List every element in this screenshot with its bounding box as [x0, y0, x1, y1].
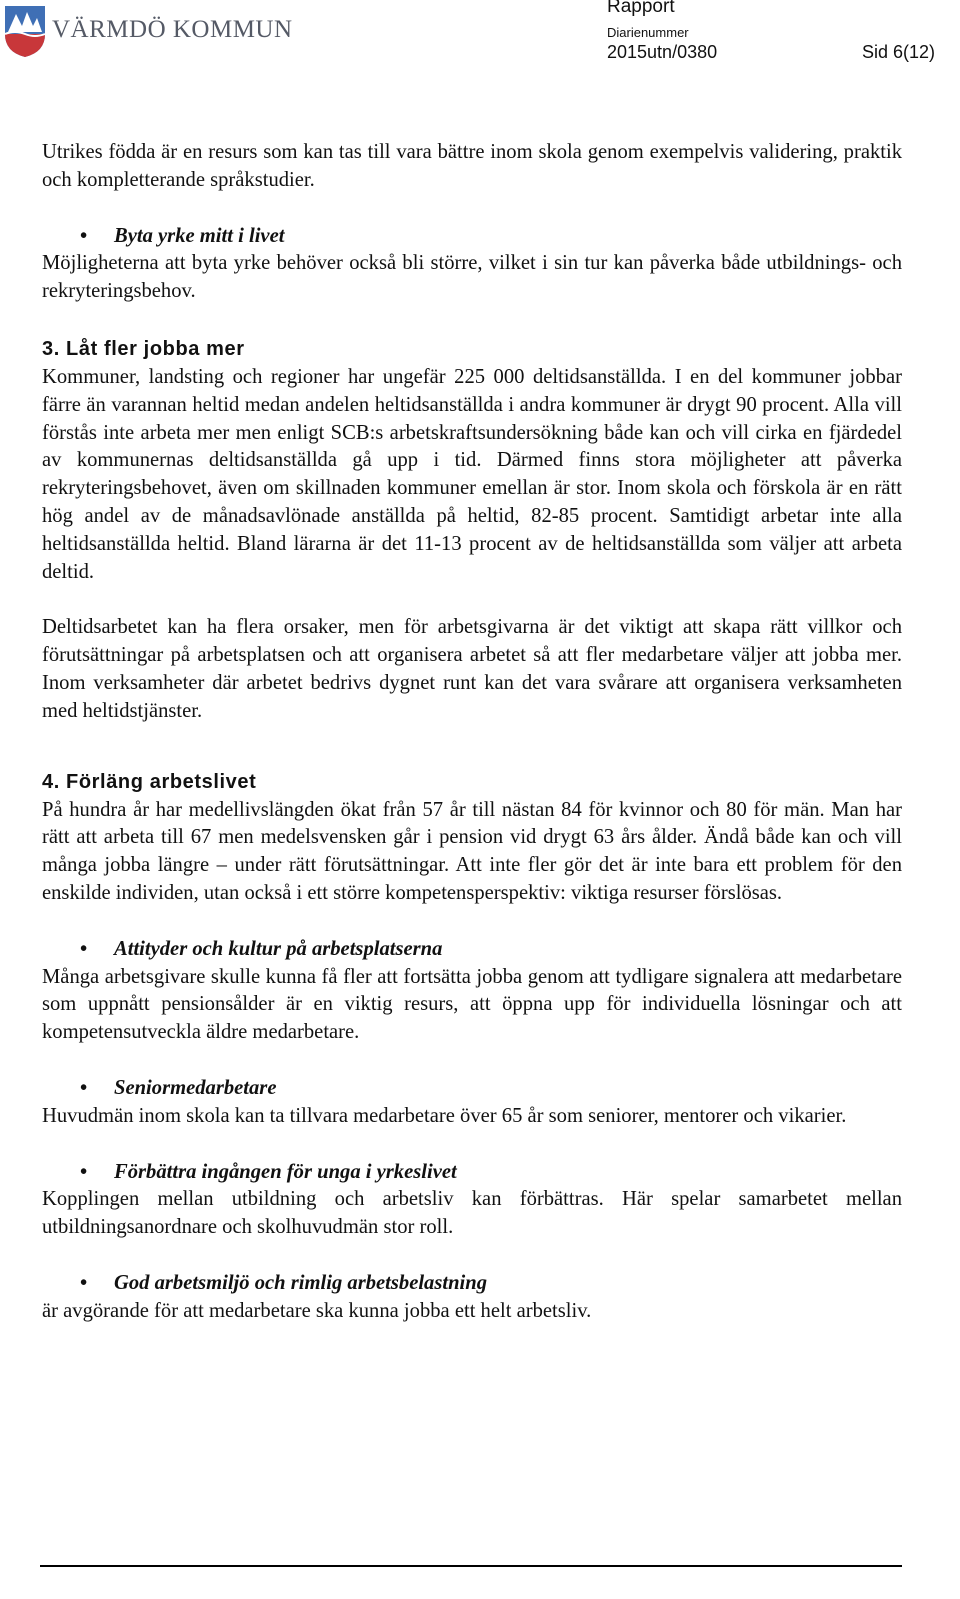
page-number: Sid 6(12) — [862, 42, 936, 62]
section-3-heading: 3. Låt fler jobba mer — [42, 337, 245, 360]
coat-of-arms-icon — [2, 4, 48, 58]
bullet-byta-yrke — [42, 223, 902, 306]
section-3-paragraph-2: Deltidsarbetet kan ha flera orsaker, men för arbetsgivarna är det viktigt att skapa rätt villkor och förutsättningar på arbetsplatsen och att organisera arbetet så att fler medarbetare väljer att jobba mer. Inom verksamheter där arbetet bedrivs dygnet runt kan det vara svårare att organisera verksamheten med heltidstjänster. — [42, 616, 902, 722]
bullet-icon: • — [80, 1160, 88, 1183]
bullet-title: God arbetsmiljö och rimlig arbetsbelastning — [114, 1271, 488, 1294]
bullet-seniormedarbetare — [42, 1075, 902, 1131]
logo-wordmark: VÄRMDÖ KOMMUN — [52, 16, 293, 43]
bullet-icon: • — [80, 1271, 88, 1294]
bullet-icon: • — [80, 937, 88, 960]
bullet-title: Seniormedarbetare — [114, 1076, 277, 1099]
bullet-forbattra-ingangen — [42, 1159, 902, 1242]
diarienummer-label: Diarienummer — [607, 25, 689, 40]
bullet-title: Attityder och kultur på arbetsplatserna — [114, 937, 443, 960]
bullet-attityder — [42, 936, 902, 1047]
bullet-icon: • — [80, 224, 88, 247]
bullet-title: Förbättra ingången för unga i yrkeslivet — [114, 1160, 457, 1183]
diarienummer-value: 2015utn/0380 — [607, 42, 718, 62]
footer-rule — [40, 1565, 902, 1567]
bullet-text: Möjligheterna att byta yrke behöver också bli större, vilket i sin tur kan påverka både utbildnings- och rekryteringsbehov. — [42, 252, 902, 303]
bullet-text: Många arbetsgivare skulle kunna få fler att fortsätta jobba genom att tydligare signalera att medarbetare som uppnått pensionsålder är en viktig resurs, att öppna upp för individuella lösningar och att kompetensutveckla äldre medarbetare. — [42, 965, 902, 1044]
section-4-paragraph-1: På hundra år har medellivslängden ökat från 57 år till nästan 84 för kvinnor och 80 för män. Man har rätt att arbeta till 67 men medelsvensken går i pension vid drygt 63 års ålder. Ändå både kan och vill många jobba längre – under rätt förutsättningar. Att inte fler gör det är inte bara ett problem för den enskilde individen, utan också i ett större kompetensperspektiv: viktiga resurser förslösas. — [42, 798, 902, 904]
bullet-text: är avgörande för att medarbetare ska kunna jobba ett helt arbetsliv. — [42, 1299, 592, 1322]
bullet-text: Kopplingen mellan utbildning och arbetsliv kan förbättras. Här spelar samarbetet mellan utbildningsanordnare och skolhuvudmän stor roll. — [42, 1188, 902, 1239]
document-type: Rapport — [607, 0, 675, 17]
bullet-god-arbetsmiljo — [42, 1270, 902, 1326]
bullet-title: Byta yrke mitt i livet — [114, 224, 285, 247]
section-3-paragraph-1: Kommuner, landsting och regioner har ungefär 225 000 deltidsanställda. I en del kommuner jobbar färre än varannan heltid medan andelen heltidsanställda i andra kommuner är drygt 90 procent. Alla vill förstås inte arbeta mer men enligt SCB:s arbetskraftsundersökning både kan och vill cirka en fjärdedel av kommunernas deltidsanställda gå upp i tid. Därmed finns stora möjligheter att påverka rekryteringsbehovet, även om skillnaden kommuner emellan är stor. Inom skola och förskola är en rätt hög andel av de månadsavlönade anställda på heltid, 82-85 procent. Samtidigt arbetar inte alla heltidsanställda heltid. Bland lärarna är det 11-13 procent av de heltidsanställda som väljer att arbeta deltid. — [42, 365, 902, 583]
intro-paragraph: Utrikes födda är en resurs som kan tas till vara bättre inom skola genom exempelvis validering, praktik och kompletterande språkstudier. — [42, 141, 902, 191]
municipality-logo — [2, 4, 302, 58]
section-4-heading: 4. Förläng arbetslivet — [42, 770, 257, 793]
bullet-text: Huvudmän inom skola kan ta tillvara medarbetare över 65 år som seniorer, mentorer och vikarier. — [42, 1104, 847, 1127]
bullet-icon: • — [80, 1076, 88, 1099]
document-body — [42, 139, 902, 1326]
page-header — [0, 0, 960, 80]
